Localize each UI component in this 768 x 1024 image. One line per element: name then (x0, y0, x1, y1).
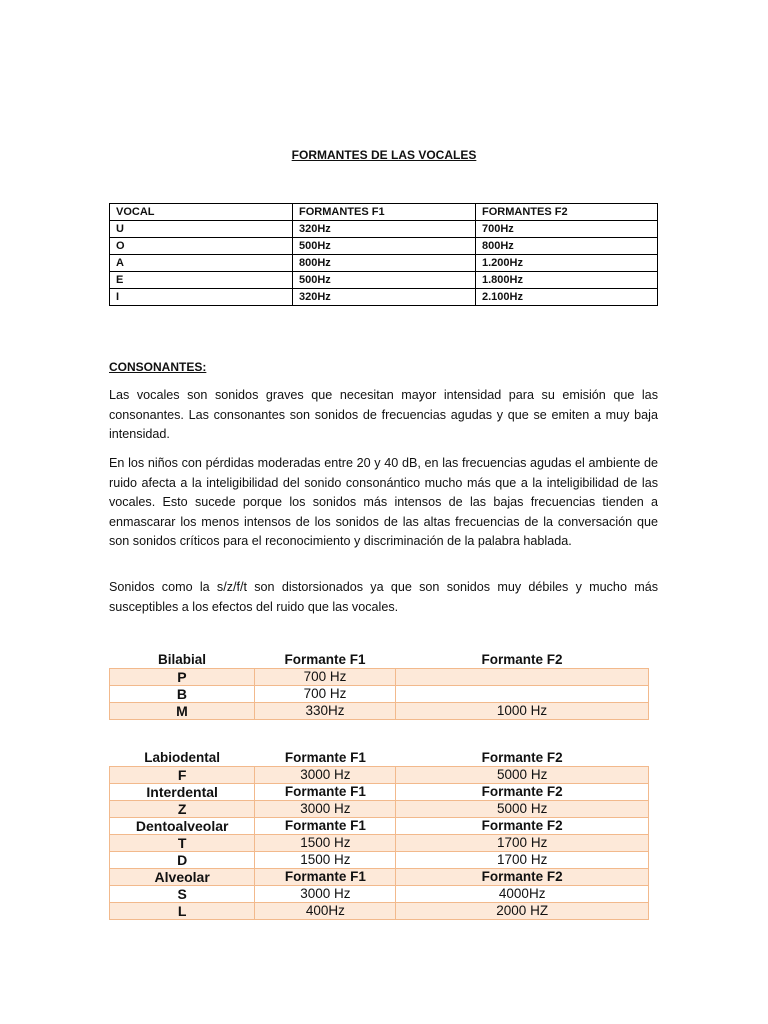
table-cell: 2.100Hz (476, 289, 658, 306)
table-cell: I (110, 289, 293, 306)
header-cell: FORMANTES F1 (293, 204, 476, 221)
consonant-formant-table (109, 750, 649, 920)
consonants-heading: CONSONANTES: (109, 360, 207, 374)
table-cell: 2000 HZ (396, 903, 649, 920)
table-cell: U (110, 221, 293, 238)
table-cell: 1.800Hz (476, 272, 658, 289)
table-cell: 1000 Hz (396, 703, 649, 720)
table-cell: 4000Hz (396, 886, 649, 903)
table-cell: 1700 Hz (396, 835, 649, 852)
table-cell (396, 686, 649, 703)
bilabial-formant-table (109, 652, 649, 720)
table-cell (396, 669, 649, 686)
paragraph: Sonidos como la s/z/f/t son distorsionados ya que son sonidos muy débiles y mucho más susceptibles a los efectos del ruido que las vocales. (109, 580, 658, 614)
table-cell: B (110, 686, 255, 703)
table-header-row (110, 652, 649, 669)
table-cell: D (110, 852, 255, 869)
table-cell: 800Hz (293, 255, 476, 272)
table-cell: 700 Hz (254, 669, 395, 686)
header-cell: Interdental (110, 784, 255, 801)
table-header-row (110, 750, 649, 767)
table-header-row (110, 204, 658, 221)
table-row (110, 238, 658, 255)
table-cell: 1700 Hz (396, 852, 649, 869)
table-row (110, 221, 658, 238)
table-row (110, 686, 649, 703)
table-cell: 1500 Hz (255, 835, 396, 852)
table-cell: 800Hz (476, 238, 658, 255)
table-subheader-row (110, 818, 649, 835)
table-subheader-row (110, 869, 649, 886)
header-cell: Alveolar (110, 869, 255, 886)
header-cell: Dentoalveolar (110, 818, 255, 835)
table-cell: 1500 Hz (255, 852, 396, 869)
header-cell: VOCAL (110, 204, 293, 221)
table-cell: 5000 Hz (396, 801, 649, 818)
table-cell: 400Hz (255, 903, 396, 920)
table-row (110, 903, 649, 920)
header-cell: Formante F2 (396, 784, 649, 801)
header-cell: Formante F1 (255, 818, 396, 835)
table-row (110, 852, 649, 869)
header-cell: Formante F1 (284, 652, 366, 667)
table-cell: M (110, 703, 255, 720)
table-row (110, 767, 649, 784)
table-cell: 5000 Hz (396, 767, 649, 784)
table-cell: L (110, 903, 255, 920)
table-cell: A (110, 255, 293, 272)
table-cell: 1.200Hz (476, 255, 658, 272)
header-cell: Formante F2 (481, 652, 563, 667)
table-cell: 700Hz (476, 221, 658, 238)
header-cell: Formante F1 (284, 750, 366, 765)
table-cell: 320Hz (293, 289, 476, 306)
table-row (110, 835, 649, 852)
header-cell: FORMANTES F2 (476, 204, 658, 221)
table-cell: 700 Hz (254, 686, 395, 703)
header-cell: Formante F2 (396, 869, 649, 886)
table-cell: Z (110, 801, 255, 818)
table-row (110, 669, 649, 686)
table-cell: P (110, 669, 255, 686)
table-cell: F (110, 767, 255, 784)
vowel-formant-table (109, 203, 658, 306)
page-title: FORMANTES DE LAS VOCALES (291, 148, 477, 162)
table-subheader-row (110, 784, 649, 801)
table-cell: 3000 Hz (255, 801, 396, 818)
table-row (110, 272, 658, 289)
table-cell: 330Hz (254, 703, 395, 720)
table-cell: 500Hz (293, 272, 476, 289)
header-cell: Formante F2 (481, 750, 563, 765)
table-cell: S (110, 886, 255, 903)
table-row (110, 289, 658, 306)
table-row (110, 801, 649, 818)
header-cell: Bilabial (157, 652, 206, 667)
table-cell: 3000 Hz (255, 767, 396, 784)
table-cell: 500Hz (293, 238, 476, 255)
table-row (110, 703, 649, 720)
paragraph: Las vocales son sonidos graves que necesitan mayor intensidad para su emisión que las consonantes. Las consonantes son sonidos de frecuencias agudas y que se emiten a muy baja intensidad. (109, 388, 658, 441)
header-cell: Formante F1 (255, 869, 396, 886)
table-cell: 3000 Hz (255, 886, 396, 903)
header-cell: Formante F1 (255, 784, 396, 801)
table-cell: O (110, 238, 293, 255)
table-row (110, 255, 658, 272)
header-cell: Labiodental (144, 750, 221, 765)
table-cell: T (110, 835, 255, 852)
table-cell: 320Hz (293, 221, 476, 238)
header-cell: Formante F2 (396, 818, 649, 835)
table-row (110, 886, 649, 903)
paragraph: En los niños con pérdidas moderadas entre 20 y 40 dB, en las frecuencias agudas el ambiente de ruido afecta a la inteligibilidad del sonido consonántico mucho más que a la inteligibilidad de las vocales. Esto sucede porque los sonidos más intensos de las bajas frecuencias tienden a enmascarar los menos intensos de los sonidos de las altas frecuencias de la conversación que son sonidos críticos para el reconocimiento y discriminación de la palabra hablada. (109, 456, 658, 548)
table-cell: E (110, 272, 293, 289)
